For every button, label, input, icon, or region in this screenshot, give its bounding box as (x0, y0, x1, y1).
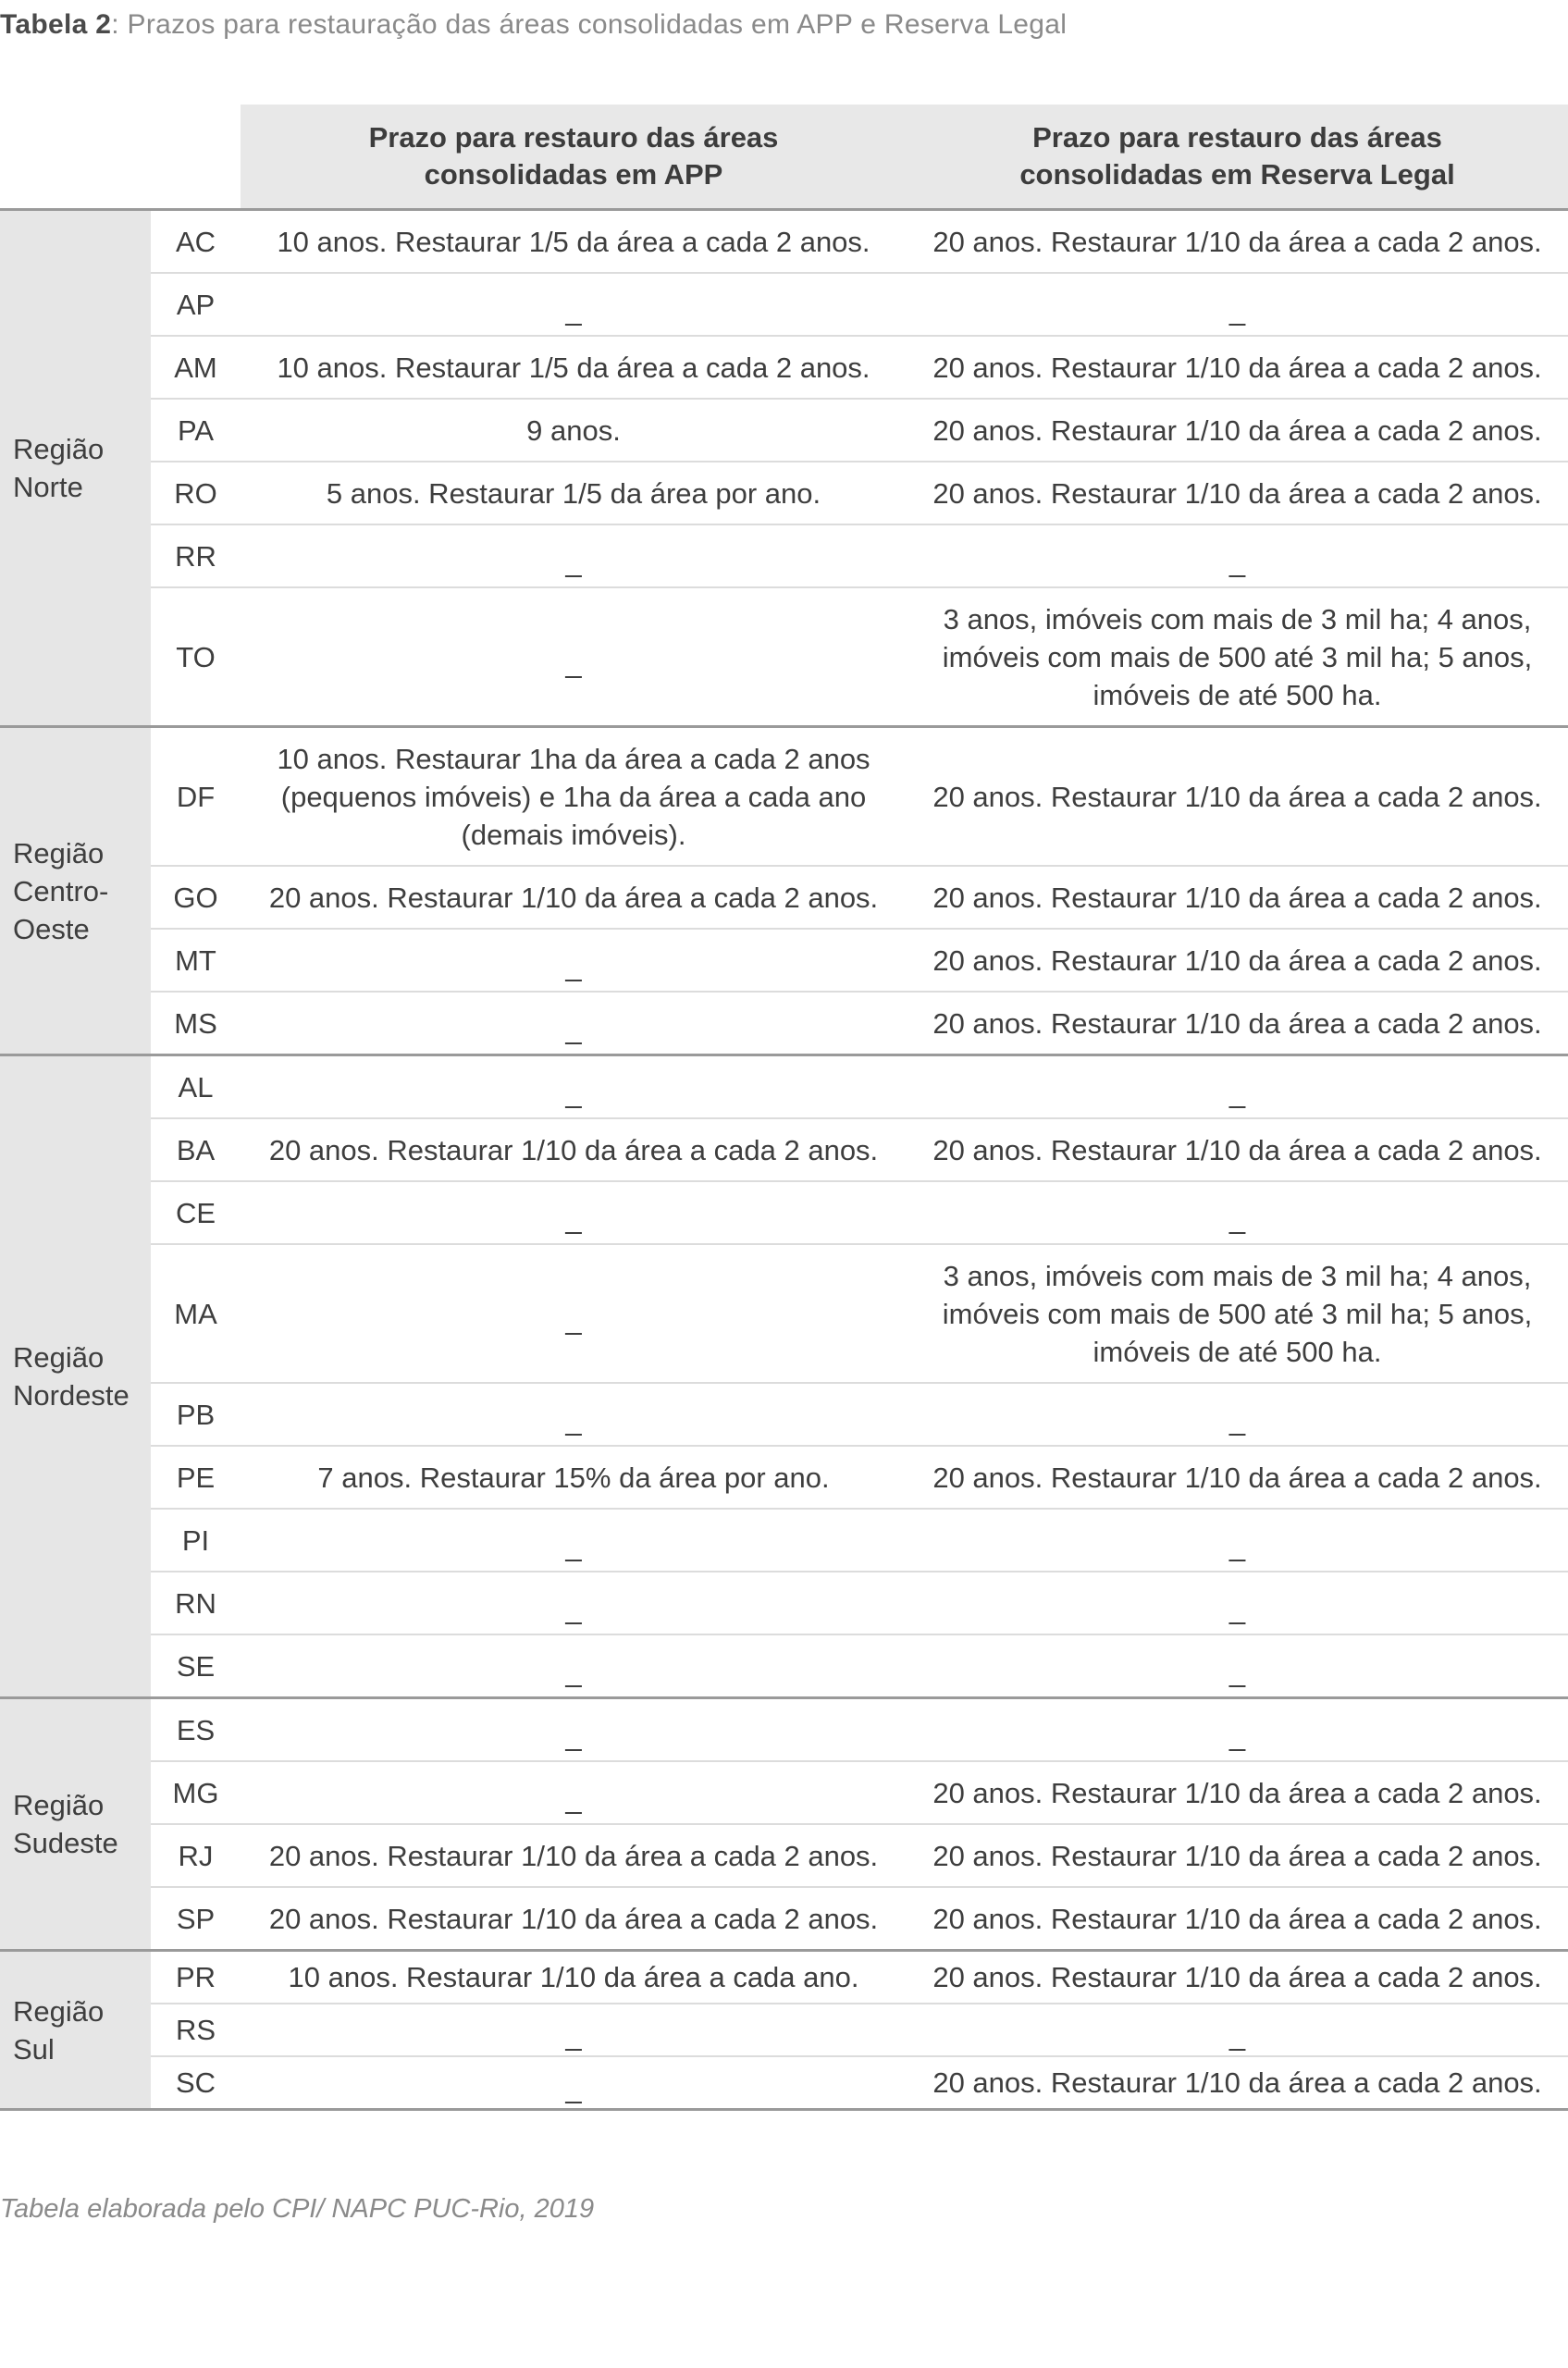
rl-deadline-cell (907, 1446, 1568, 1509)
state-cell: AL (151, 1055, 241, 1119)
rl-deadline-cell (907, 1824, 1568, 1887)
rl-deadline-cell-text: 20 anos. Restaurar 1/10 da área a cada 2 anos. (932, 2066, 1542, 2099)
state-cell: GO (151, 866, 241, 929)
state-cell: SC (151, 2056, 241, 2110)
rl-deadline-cell-text: 20 anos. Restaurar 1/10 da área a cada 2 anos. (932, 1776, 1542, 1809)
state-cell: AM (151, 336, 241, 399)
table-row (0, 1572, 1568, 1634)
app-deadline-cell (241, 866, 907, 929)
app-deadline-cell-text: _ (565, 1076, 582, 1109)
table-row (0, 1698, 1568, 1762)
rl-deadline-cell-text: 20 anos. Restaurar 1/10 da área a cada 2 anos. (932, 1461, 1542, 1494)
region-label-line2: Norte (13, 471, 83, 503)
state-cell: TO (151, 587, 241, 727)
rl-deadline-cell-text: 20 anos. Restaurar 1/10 da área a cada 2 anos. (932, 1839, 1542, 1872)
table-row (0, 336, 1568, 399)
caption-label: Tabela 2 (0, 9, 112, 40)
state-cell: AC (151, 210, 241, 274)
table-body (0, 210, 1568, 2110)
table-row (0, 1887, 1568, 1951)
rl-deadline-cell (907, 1887, 1568, 1951)
app-deadline-cell-text: _ (565, 2072, 582, 2104)
rl-deadline-cell (907, 1951, 1568, 2004)
region-label-line1: Região (13, 836, 105, 870)
app-deadline-cell-text: _ (565, 1403, 582, 1437)
rl-deadline-cell (907, 1244, 1568, 1383)
rl-deadline-cell (907, 866, 1568, 929)
app-deadline-cell-text: _ (565, 1012, 582, 1045)
app-deadline-cell (241, 1181, 907, 1244)
rl-deadline-cell (907, 2004, 1568, 2056)
table-caption (0, 9, 1067, 41)
state-cell: RJ (151, 1824, 241, 1887)
header-app (241, 105, 907, 210)
table-row (0, 587, 1568, 727)
app-deadline-cell-text: 10 anos. Restaurar 1/5 da área a cada 2 anos. (277, 351, 870, 384)
app-deadline-cell (241, 1055, 907, 1119)
region-cell (0, 1055, 151, 1698)
deadlines-table (0, 105, 1568, 2111)
app-deadline-cell-text: 20 anos. Restaurar 1/10 da área a cada 2 anos. (268, 1839, 879, 1872)
rl-deadline-cell-text: _ (1228, 1403, 1246, 1437)
table-row (0, 992, 1568, 1055)
rl-deadline-cell-text: 20 anos. Restaurar 1/10 da área a cada 2 anos. (932, 1006, 1542, 1040)
rl-deadline-cell (907, 1761, 1568, 1824)
app-deadline-cell-text: 20 anos. Restaurar 1/10 da área a cada 2 anos. (268, 881, 879, 914)
region-label-line2: Nordeste (13, 1379, 130, 1412)
rl-deadline-cell-line: imóveis de até 500 ha. (1093, 1335, 1382, 1368)
table-row (0, 929, 1568, 992)
rl-deadline-cell-text: 20 anos. Restaurar 1/10 da área a cada 2 anos. (932, 351, 1542, 384)
rl-deadline-cell-text: 20 anos. Restaurar 1/10 da área a cada 2 anos. (932, 1902, 1542, 1935)
state-cell: MT (151, 929, 241, 992)
header-blank-region (0, 105, 151, 210)
table-row (0, 1383, 1568, 1446)
state-cell: CE (151, 1181, 241, 1244)
table-footnote: Tabela elaborada pelo CPI/ NAPC PUC-Rio, 2019 (0, 2194, 595, 2224)
app-deadline-cell (241, 1824, 907, 1887)
state-cell: PI (151, 1509, 241, 1572)
region-label-line2: Sudeste (13, 1827, 118, 1859)
header-rl-line2: consolidadas em Reserva Legal (1019, 158, 1455, 191)
state-cell: AP (151, 273, 241, 336)
state-cell: MS (151, 992, 241, 1055)
rl-deadline-cell-text: 20 anos. Restaurar 1/10 da área a cada 2 anos. (932, 225, 1542, 258)
table-row (0, 727, 1568, 867)
header-row (0, 105, 1568, 210)
table-row (0, 273, 1568, 336)
state-cell: SP (151, 1887, 241, 1951)
app-deadline-cell-text: 10 anos. Restaurar 1/10 da área a cada ano. (288, 1961, 859, 1993)
table-row (0, 1634, 1568, 1698)
region-label-line1: Região (13, 1789, 105, 1821)
state-cell: PB (151, 1383, 241, 1446)
state-cell: BA (151, 1118, 241, 1181)
app-deadline-cell (241, 1887, 907, 1951)
rl-deadline-cell-text: _ (1228, 1529, 1246, 1562)
region-label-line3: Oeste (13, 912, 90, 945)
rl-deadline-cell (907, 1698, 1568, 1762)
rl-deadline-cell-text: _ (1228, 1202, 1246, 1235)
rl-deadline-cell-text: _ (1228, 2019, 1246, 2052)
app-deadline-cell-text: _ (565, 293, 582, 327)
rl-deadline-cell (907, 587, 1568, 727)
app-deadline-cell (241, 399, 907, 462)
rl-deadline-cell (907, 1181, 1568, 1244)
app-deadline-cell-line: 10 anos. Restaurar 1ha da área a cada 2 anos (277, 742, 870, 775)
rl-deadline-cell (907, 1383, 1568, 1446)
rl-deadline-cell (907, 2056, 1568, 2110)
region-cell (0, 210, 151, 727)
state-cell: RS (151, 2004, 241, 2056)
table-row (0, 1055, 1568, 1119)
table-row (0, 399, 1568, 462)
region-cell (0, 1698, 151, 1951)
app-deadline-cell (241, 273, 907, 336)
state-cell: RN (151, 1572, 241, 1634)
app-deadline-cell-text: _ (565, 1202, 582, 1235)
rl-deadline-cell-text: 20 anos. Restaurar 1/10 da área a cada 2 anos. (932, 944, 1542, 977)
rl-deadline-cell (907, 992, 1568, 1055)
header-rl-line1: Prazo para restauro das áreas (1032, 121, 1442, 154)
rl-deadline-cell-line: imóveis de até 500 ha. (1093, 678, 1382, 711)
rl-deadline-cell-text: 20 anos. Restaurar 1/10 da área a cada 2 anos. (932, 1133, 1542, 1166)
header-app-line2: consolidadas em APP (424, 158, 723, 191)
rl-deadline-cell (907, 929, 1568, 992)
app-deadline-cell (241, 1244, 907, 1383)
table-row (0, 210, 1568, 274)
app-deadline-cell (241, 587, 907, 727)
state-cell: RR (151, 524, 241, 587)
region-label-line1: Região (13, 1341, 105, 1374)
rl-deadline-cell (907, 210, 1568, 274)
table-row (0, 1244, 1568, 1383)
rl-deadline-cell (907, 462, 1568, 524)
rl-deadline-cell-line: 3 anos, imóveis com mais de 3 mil ha; 4 anos, (943, 602, 1532, 635)
region-label-line1: Região (13, 1994, 105, 2028)
rl-deadline-cell (907, 399, 1568, 462)
app-deadline-cell-text: _ (565, 545, 582, 578)
rl-deadline-cell (907, 1634, 1568, 1698)
header-app-line1: Prazo para restauro das áreas (368, 121, 779, 154)
rl-deadline-cell-text: _ (1228, 545, 1246, 578)
rl-deadline-cell-text: 20 anos. Restaurar 1/10 da área a cada 2 anos. (932, 1961, 1542, 1993)
rl-deadline-cell (907, 1118, 1568, 1181)
rl-deadline-cell-text: _ (1228, 293, 1246, 327)
rl-deadline-cell-text: _ (1228, 1719, 1246, 1752)
app-deadline-cell (241, 2056, 907, 2110)
app-deadline-cell (241, 992, 907, 1055)
table-row (0, 1181, 1568, 1244)
rl-deadline-cell (907, 336, 1568, 399)
rl-deadline-cell-line: imóveis com mais de 500 até 3 mil ha; 5 anos, (942, 1297, 1533, 1330)
app-deadline-cell (241, 1761, 907, 1824)
app-deadline-cell (241, 210, 907, 274)
rl-deadline-cell-text: 20 anos. Restaurar 1/10 da área a cada 2 anos. (932, 780, 1542, 813)
app-deadline-cell-text: _ (565, 1782, 582, 1815)
app-deadline-cell-text: _ (565, 1592, 582, 1625)
state-cell: PE (151, 1446, 241, 1509)
state-cell: MA (151, 1244, 241, 1383)
table-row (0, 1509, 1568, 1572)
table-row (0, 1761, 1568, 1824)
rl-deadline-cell (907, 273, 1568, 336)
table-row (0, 866, 1568, 929)
rl-deadline-cell-text: 20 anos. Restaurar 1/10 da área a cada 2 anos. (932, 413, 1542, 447)
app-deadline-cell-text: _ (565, 1302, 582, 1336)
app-deadline-cell-line: (demais imóveis). (461, 818, 686, 851)
state-cell: ES (151, 1698, 241, 1762)
header-reserva-legal (907, 105, 1568, 210)
table-row (0, 2004, 1568, 2056)
app-deadline-cell-text: _ (565, 1719, 582, 1752)
app-deadline-cell-text: 7 anos. Restaurar 15% da área por ano. (317, 1461, 830, 1494)
region-label-line1: Região (13, 433, 105, 465)
rl-deadline-cell-text: _ (1228, 1592, 1246, 1625)
table-row (0, 1446, 1568, 1509)
app-deadline-cell (241, 929, 907, 992)
app-deadline-cell (241, 1383, 907, 1446)
app-deadline-cell (241, 727, 907, 867)
table-row (0, 2056, 1568, 2110)
state-cell: SE (151, 1634, 241, 1698)
state-cell: PA (151, 399, 241, 462)
state-cell: RO (151, 462, 241, 524)
app-deadline-cell-text: _ (565, 1655, 582, 1688)
table-row (0, 524, 1568, 587)
table-row (0, 1824, 1568, 1887)
rl-deadline-cell-line: imóveis com mais de 500 até 3 mil ha; 5 anos, (942, 640, 1533, 673)
table-row (0, 1118, 1568, 1181)
rl-deadline-cell-text: _ (1228, 1076, 1246, 1109)
header-blank-uf (151, 105, 241, 210)
table-row (0, 1951, 1568, 2004)
table-container (0, 105, 1568, 2111)
app-deadline-cell-text: _ (565, 949, 582, 982)
rl-deadline-cell (907, 1055, 1568, 1119)
rl-deadline-cell (907, 1572, 1568, 1634)
region-label-line2: Sul (13, 2032, 55, 2066)
app-deadline-cell-text: 9 anos. (526, 413, 621, 447)
app-deadline-cell-text: 10 anos. Restaurar 1/5 da área a cada 2 anos. (277, 225, 870, 258)
app-deadline-cell-text: 20 anos. Restaurar 1/10 da área a cada 2 anos. (268, 1902, 879, 1935)
rl-deadline-cell-text: 20 anos. Restaurar 1/10 da área a cada 2 anos. (932, 881, 1542, 914)
app-deadline-cell (241, 524, 907, 587)
region-label-line2: Centro- (13, 874, 109, 907)
app-deadline-cell (241, 336, 907, 399)
state-cell: MG (151, 1761, 241, 1824)
rl-deadline-cell-text: 20 anos. Restaurar 1/10 da área a cada 2 anos. (932, 476, 1542, 510)
rl-deadline-cell (907, 1509, 1568, 1572)
app-deadline-cell-text: 5 anos. Restaurar 1/5 da área por ano. (326, 476, 821, 510)
app-deadline-cell-text: _ (565, 2019, 582, 2052)
app-deadline-cell (241, 2004, 907, 2056)
app-deadline-cell (241, 1572, 907, 1634)
rl-deadline-cell-text: _ (1228, 1655, 1246, 1688)
app-deadline-cell-text: _ (565, 646, 582, 679)
rl-deadline-cell (907, 524, 1568, 587)
caption-text: : Prazos para restauração das áreas consolidadas em APP e Reserva Legal (111, 9, 1068, 40)
app-deadline-cell (241, 1509, 907, 1572)
state-cell: PR (151, 1951, 241, 2004)
rl-deadline-cell-line: 3 anos, imóveis com mais de 3 mil ha; 4 anos, (943, 1259, 1532, 1292)
rl-deadline-cell (907, 727, 1568, 867)
region-cell (0, 727, 151, 1055)
app-deadline-cell (241, 1446, 907, 1509)
app-deadline-cell-text: _ (565, 1529, 582, 1562)
app-deadline-cell (241, 1951, 907, 2004)
app-deadline-cell (241, 462, 907, 524)
app-deadline-cell (241, 1634, 907, 1698)
table-row (0, 462, 1568, 524)
app-deadline-cell-text: 20 anos. Restaurar 1/10 da área a cada 2 anos. (268, 1133, 879, 1166)
app-deadline-cell-line: (pequenos imóveis) e 1ha da área a cada ano (280, 780, 867, 813)
app-deadline-cell (241, 1118, 907, 1181)
state-cell: DF (151, 727, 241, 867)
app-deadline-cell (241, 1698, 907, 1762)
region-cell (0, 1951, 151, 2110)
